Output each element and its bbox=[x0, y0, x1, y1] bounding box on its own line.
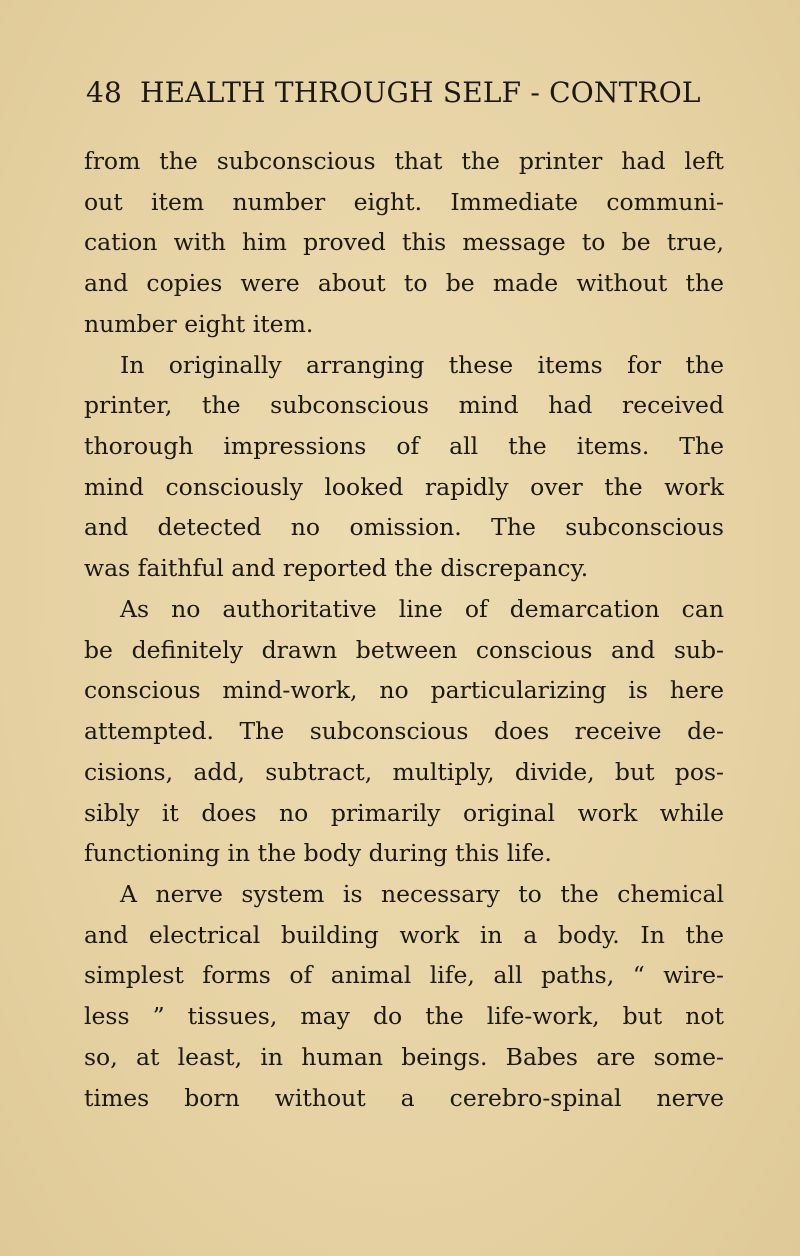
text-line: cation with him proved this message to be true, bbox=[84, 228, 724, 257]
text-line: In originally arranging these items for the bbox=[120, 350, 724, 379]
running-title: HEALTH THROUGH SELF - CONTROL bbox=[140, 76, 701, 109]
text-line: be definitely drawn between conscious and sub- bbox=[84, 635, 724, 664]
text-line: and copies were about to be made without the bbox=[84, 269, 724, 298]
text-line: mind consciously looked rapidly over the work bbox=[84, 472, 724, 501]
text-line: less ” tissues, may do the life-work, but not bbox=[84, 1002, 724, 1031]
text-line: sibly it does no primarily original work while bbox=[84, 798, 724, 827]
text-line: and electrical building work in a body. In the bbox=[84, 920, 724, 949]
text-line: conscious mind-work, no particularizing is here bbox=[84, 676, 724, 705]
body-text bbox=[84, 141, 724, 1118]
text-line: from the subconscious that the printer had left bbox=[84, 147, 724, 175]
text-line: A nerve system is necessary to the chemical bbox=[120, 879, 724, 908]
text-line: and detected no omission. The subconscious bbox=[84, 513, 724, 542]
text-line: As no authoritative line of demarcation can bbox=[120, 594, 724, 623]
page-number: 48 bbox=[86, 76, 123, 109]
text-line: so, at least, in human beings. Babes are some- bbox=[84, 1042, 724, 1071]
text-line: times born without a cerebro-spinal nerve bbox=[84, 1083, 724, 1112]
text-line: out item number eight. Immediate communi- bbox=[84, 187, 724, 216]
text-line: was faithful and reported the discrepancy. bbox=[84, 554, 589, 583]
text-line: functioning in the body during this life. bbox=[84, 839, 552, 868]
text-line: number eight item. bbox=[84, 309, 314, 338]
running-header bbox=[86, 76, 726, 110]
text-line: thorough impressions of all the items. The bbox=[84, 432, 724, 461]
text-line: printer, the subconscious mind had received bbox=[84, 391, 724, 420]
text-line: simplest forms of animal life, all paths, “ wire- bbox=[84, 961, 724, 990]
text-line: attempted. The subconscious does receive de- bbox=[84, 717, 724, 746]
text-line: cisions, add, subtract, multiply, divide, but pos- bbox=[84, 757, 724, 786]
